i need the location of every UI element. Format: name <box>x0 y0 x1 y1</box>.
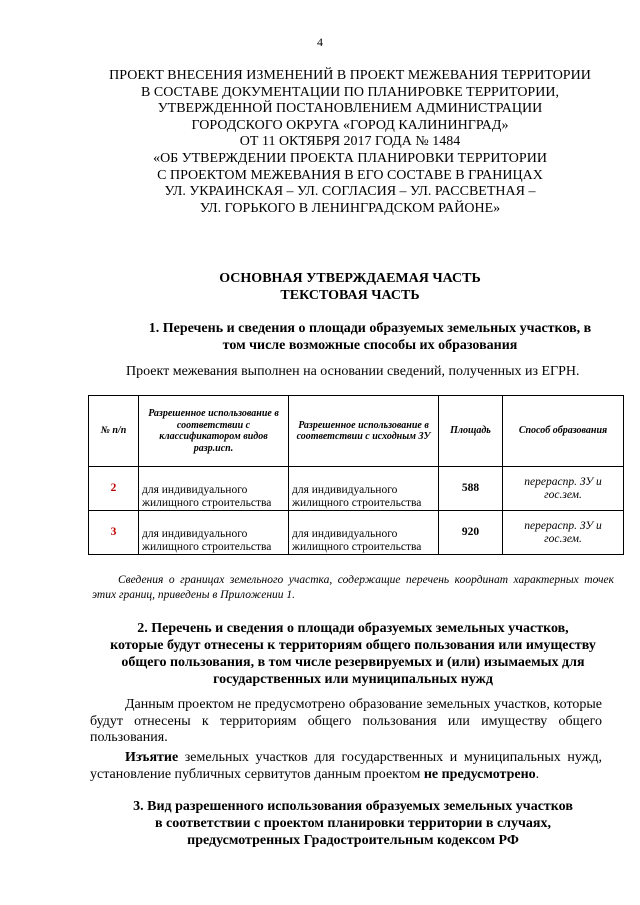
section-3-line: 3. Вид разрешенного использования образуемых земельных участков <box>133 799 573 814</box>
main-title-line: ОСНОВНАЯ УТВЕРЖДАЕМАЯ ЧАСТЬ <box>219 271 481 286</box>
intro-paragraph: Проект межевания выполнен на основании сведений, полученных из ЕГРН. <box>126 364 580 379</box>
seizure-paragraph <box>90 750 602 783</box>
section-3-heading <box>90 798 616 849</box>
section-2-heading <box>90 620 616 688</box>
page-number: 4 <box>317 35 323 49</box>
table-header-row <box>89 396 624 467</box>
seizure-bold-start: Изъятие <box>125 750 179 765</box>
section-2-line: которые будут отнесены к территориям общего пользования или имуществу <box>110 638 596 653</box>
section-3-line: предусмотренных Градостроительным кодексом РФ <box>187 833 519 848</box>
section-2-line: общего пользования, в том числе резервируемых и (или) изымаемых для <box>121 655 585 670</box>
header-line: УЛ. УКРАИНСКАЯ – УЛ. СОГЛАСИЯ – УЛ. РАССВЕТНАЯ – <box>164 184 536 200</box>
row-method: перераспр. ЗУ и гос.зем. <box>503 511 624 555</box>
document-header <box>60 68 640 217</box>
header-use-original: Разрешенное использование в соответствии с исходным ЗУ <box>289 396 439 467</box>
row-method: перераспр. ЗУ и гос.зем. <box>503 467 624 511</box>
land-plots-table <box>88 395 624 555</box>
main-title <box>140 270 560 304</box>
header-num: № п/п <box>89 396 139 467</box>
appendix-note: Сведения о границах земельного участка, содержащие перечень координат характерных точек этих границ, приведены в Приложении 1. <box>92 574 614 601</box>
main-title-line: ТЕКСТОВАЯ ЧАСТЬ <box>280 288 420 303</box>
table-row <box>89 467 624 511</box>
row-number: 3 <box>89 511 139 555</box>
section-3-line: в соответствии с проектом планировки территории в случаях, <box>154 816 551 831</box>
section-1-line: 1. Перечень и сведения о площади образуемых земельных участков, в <box>148 321 592 336</box>
row-number: 2 <box>89 467 139 511</box>
header-method: Способ образования <box>503 396 624 467</box>
header-use-classifier: Разрешенное использование в соответствии с классификатором видов разр.исп. <box>139 396 289 467</box>
section-1-heading <box>100 320 640 354</box>
section-2-line: 2. Перечень и сведения о площади образуемых земельных участков, <box>137 621 569 636</box>
header-line: ГОРОДСКОГО ОКРУГА «ГОРОД КАЛИНИНГРАД» <box>191 117 509 133</box>
seizure-tail: . <box>535 766 540 782</box>
section-2-line: государственных или муниципальных нужд <box>213 672 493 687</box>
seizure-text: земельных участков для государственных и муниципальных нужд, установление публичных сервитутов данным проектом <box>90 750 602 782</box>
seizure-bold-end: не предусмотрено <box>423 766 536 782</box>
row-use-original: для индивидуального жилищного строительства <box>289 511 439 555</box>
row-use-classifier: для индивидуального жилищного строительства <box>139 511 289 555</box>
header-line: ПРОЕКТ ВНЕСЕНИЯ ИЗМЕНЕНИЙ В ПРОЕКТ МЕЖЕВАНИЯ ТЕРРИТОРИИ <box>109 68 591 83</box>
header-line: ОТ 11 ОКТЯБРЯ 2017 ГОДА № 1484 <box>239 134 461 150</box>
table-row <box>89 511 624 555</box>
row-use-original: для индивидуального жилищного строительства <box>289 467 439 511</box>
header-line: «ОБ УТВЕРЖДЕНИИ ПРОЕКТА ПЛАНИРОВКИ ТЕРРИТОРИИ <box>153 150 547 166</box>
header-line: УТВЕРЖДЕННОЙ ПОСТАНОВЛЕНИЕМ АДМИНИСТРАЦИИ <box>157 101 543 117</box>
header-line: В СОСТАВЕ ДОКУМЕНТАЦИИ ПО ПЛАНИРОВКЕ ТЕРРИТОРИИ, <box>141 84 559 100</box>
row-area: 588 <box>439 467 503 511</box>
header-line: С ПРОЕКТОМ МЕЖЕВАНИЯ В ЕГО СОСТАВЕ В ГРАНИЦАХ <box>157 167 543 183</box>
section-2-paragraph: Данным проектом не предусмотрено образование земельных участков, которые будут отнесены к территориям общего пользования или имуществу общего пользования. <box>90 697 602 745</box>
row-area: 920 <box>439 511 503 555</box>
section-1-line: том числе возможные способы их образования <box>222 338 518 353</box>
header-area: Площадь <box>439 396 503 467</box>
header-line: УЛ. ГОРЬКОГО В ЛЕНИНГРАДСКОМ РАЙОНЕ» <box>199 200 501 216</box>
row-use-classifier: для индивидуального жилищного строительства <box>139 467 289 511</box>
